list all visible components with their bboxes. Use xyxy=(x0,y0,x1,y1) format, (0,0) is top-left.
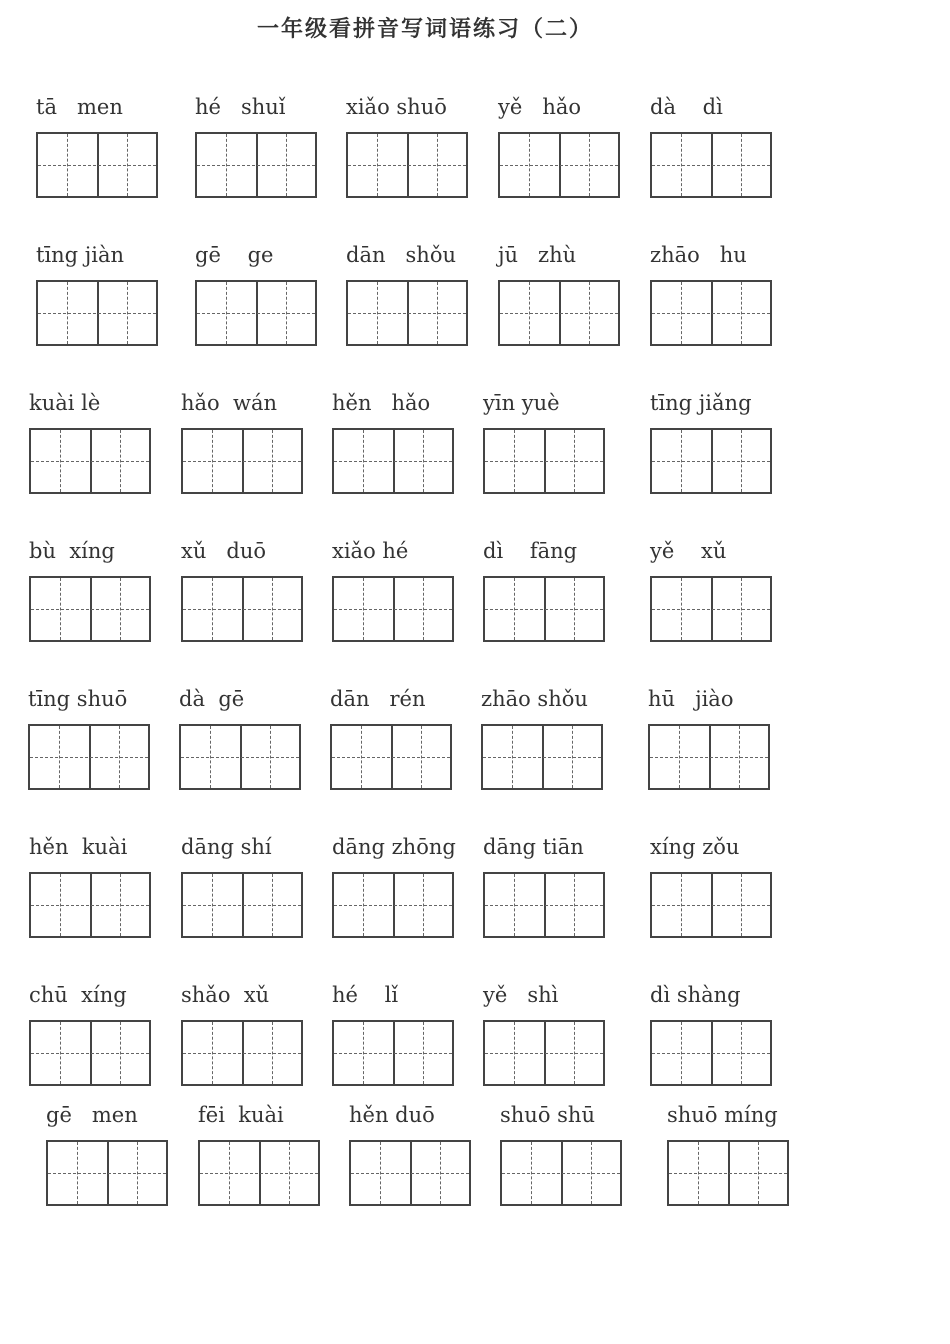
writing-grid[interactable] xyxy=(36,280,158,346)
guide-line-horizontal xyxy=(652,905,770,906)
pinyin-label: kuài lè xyxy=(29,391,101,415)
writing-grid[interactable] xyxy=(650,280,772,346)
writing-grid[interactable] xyxy=(181,1020,303,1086)
guide-line-horizontal xyxy=(485,905,603,906)
pinyin-label: hěn kuài xyxy=(29,835,128,859)
guide-line-horizontal xyxy=(334,609,452,610)
pinyin-label: dāng shí xyxy=(181,835,272,859)
writing-grid[interactable] xyxy=(667,1140,789,1206)
writing-grid[interactable] xyxy=(195,132,317,198)
pinyin-label: dì shàng xyxy=(650,983,741,1007)
guide-line-horizontal xyxy=(183,609,301,610)
writing-grid[interactable] xyxy=(29,428,151,494)
guide-line-horizontal xyxy=(183,461,301,462)
writing-grid[interactable] xyxy=(29,576,151,642)
guide-line-horizontal xyxy=(38,165,156,166)
writing-grid[interactable] xyxy=(483,576,605,642)
guide-line-horizontal xyxy=(38,313,156,314)
pinyin-label: gē ge xyxy=(195,243,274,267)
pinyin-label: xíng zǒu xyxy=(650,835,740,859)
guide-line-horizontal xyxy=(197,165,315,166)
pinyin-label: shǎo xǔ xyxy=(181,983,270,1007)
pinyin-label: xiǎo shuō xyxy=(346,95,447,119)
writing-grid[interactable] xyxy=(648,724,770,790)
writing-grid[interactable] xyxy=(349,1140,471,1206)
guide-line-horizontal xyxy=(502,1173,620,1174)
writing-grid[interactable] xyxy=(28,724,150,790)
guide-line-horizontal xyxy=(483,757,601,758)
guide-line-horizontal xyxy=(485,1053,603,1054)
writing-grid[interactable] xyxy=(195,280,317,346)
writing-grid[interactable] xyxy=(29,1020,151,1086)
guide-line-horizontal xyxy=(669,1173,787,1174)
guide-line-horizontal xyxy=(500,313,618,314)
guide-line-horizontal xyxy=(652,609,770,610)
pinyin-label: dān rén xyxy=(330,687,426,711)
guide-line-horizontal xyxy=(197,313,315,314)
pinyin-label: dāng zhōng xyxy=(332,835,456,859)
pinyin-label: hěn duō xyxy=(349,1103,435,1127)
pinyin-label: dāng tiān xyxy=(483,835,584,859)
pinyin-label: tīng shuō xyxy=(28,687,128,711)
guide-line-horizontal xyxy=(332,757,450,758)
writing-grid[interactable] xyxy=(650,1020,772,1086)
pinyin-label: yīn yuè xyxy=(483,391,560,415)
guide-line-horizontal xyxy=(652,165,770,166)
guide-line-horizontal xyxy=(30,757,148,758)
pinyin-label: fēi kuài xyxy=(198,1103,284,1127)
guide-line-horizontal xyxy=(334,461,452,462)
writing-grid[interactable] xyxy=(498,280,620,346)
pinyin-label: shuō míng xyxy=(667,1103,778,1127)
pinyin-label: yě xǔ xyxy=(650,539,727,563)
writing-grid[interactable] xyxy=(483,428,605,494)
writing-grid[interactable] xyxy=(332,872,454,938)
writing-grid[interactable] xyxy=(29,872,151,938)
pinyin-label: jū zhù xyxy=(498,243,577,267)
guide-line-horizontal xyxy=(348,313,466,314)
pinyin-label: hé shuǐ xyxy=(195,95,286,119)
guide-line-horizontal xyxy=(650,757,768,758)
writing-grid[interactable] xyxy=(346,280,468,346)
pinyin-label: tīng jiǎng xyxy=(650,391,752,415)
guide-line-horizontal xyxy=(183,1053,301,1054)
guide-line-horizontal xyxy=(200,1173,318,1174)
writing-grid[interactable] xyxy=(481,724,603,790)
guide-line-horizontal xyxy=(652,313,770,314)
guide-line-horizontal xyxy=(31,1053,149,1054)
pinyin-label: yě hǎo xyxy=(498,95,582,119)
writing-grid[interactable] xyxy=(332,576,454,642)
writing-grid[interactable] xyxy=(650,132,772,198)
writing-grid[interactable] xyxy=(650,428,772,494)
writing-grid[interactable] xyxy=(181,428,303,494)
writing-grid[interactable] xyxy=(46,1140,168,1206)
pinyin-label: zhāo hu xyxy=(650,243,747,267)
writing-grid[interactable] xyxy=(330,724,452,790)
writing-grid[interactable] xyxy=(498,132,620,198)
guide-line-horizontal xyxy=(181,757,299,758)
guide-line-horizontal xyxy=(183,905,301,906)
writing-grid[interactable] xyxy=(500,1140,622,1206)
pinyin-label: hěn hǎo xyxy=(332,391,431,415)
writing-grid[interactable] xyxy=(650,872,772,938)
worksheet-title: 一年级看拼音写词语练习（二） xyxy=(256,17,593,42)
pinyin-label: dì fāng xyxy=(483,539,578,563)
pinyin-label: yě shì xyxy=(483,983,559,1007)
writing-grid[interactable] xyxy=(179,724,301,790)
writing-grid[interactable] xyxy=(650,576,772,642)
writing-grid[interactable] xyxy=(36,132,158,198)
pinyin-label: dà gē xyxy=(179,687,245,711)
guide-line-horizontal xyxy=(652,461,770,462)
pinyin-label: gē men xyxy=(46,1103,138,1127)
guide-line-horizontal xyxy=(31,461,149,462)
pinyin-label: hǎo wán xyxy=(181,391,278,415)
writing-grid[interactable] xyxy=(346,132,468,198)
guide-line-horizontal xyxy=(485,461,603,462)
guide-line-horizontal xyxy=(31,609,149,610)
pinyin-label: dān shǒu xyxy=(346,243,456,267)
guide-line-horizontal xyxy=(334,1053,452,1054)
writing-grid[interactable] xyxy=(332,1020,454,1086)
pinyin-label: xiǎo hé xyxy=(332,539,409,563)
writing-grid[interactable] xyxy=(181,576,303,642)
pinyin-label: shuō shū xyxy=(500,1103,595,1127)
guide-line-horizontal xyxy=(485,609,603,610)
writing-grid[interactable] xyxy=(483,872,605,938)
guide-line-horizontal xyxy=(500,165,618,166)
guide-line-horizontal xyxy=(334,905,452,906)
pinyin-label: xǔ duō xyxy=(181,539,267,563)
pinyin-label: hū jiào xyxy=(648,687,734,711)
writing-grid[interactable] xyxy=(181,872,303,938)
pinyin-label: zhāo shǒu xyxy=(481,687,588,711)
pinyin-label: hé lǐ xyxy=(332,983,399,1007)
pinyin-label: dà dì xyxy=(650,95,723,119)
pinyin-label: bù xíng xyxy=(29,539,115,563)
pinyin-label: tīng jiàn xyxy=(36,243,125,267)
pinyin-label: tā men xyxy=(36,95,123,119)
guide-line-horizontal xyxy=(31,905,149,906)
writing-grid[interactable] xyxy=(198,1140,320,1206)
writing-grid[interactable] xyxy=(483,1020,605,1086)
pinyin-label: chū xíng xyxy=(29,983,127,1007)
guide-line-horizontal xyxy=(652,1053,770,1054)
guide-line-horizontal xyxy=(351,1173,469,1174)
guide-line-horizontal xyxy=(348,165,466,166)
guide-line-horizontal xyxy=(48,1173,166,1174)
writing-grid[interactable] xyxy=(332,428,454,494)
